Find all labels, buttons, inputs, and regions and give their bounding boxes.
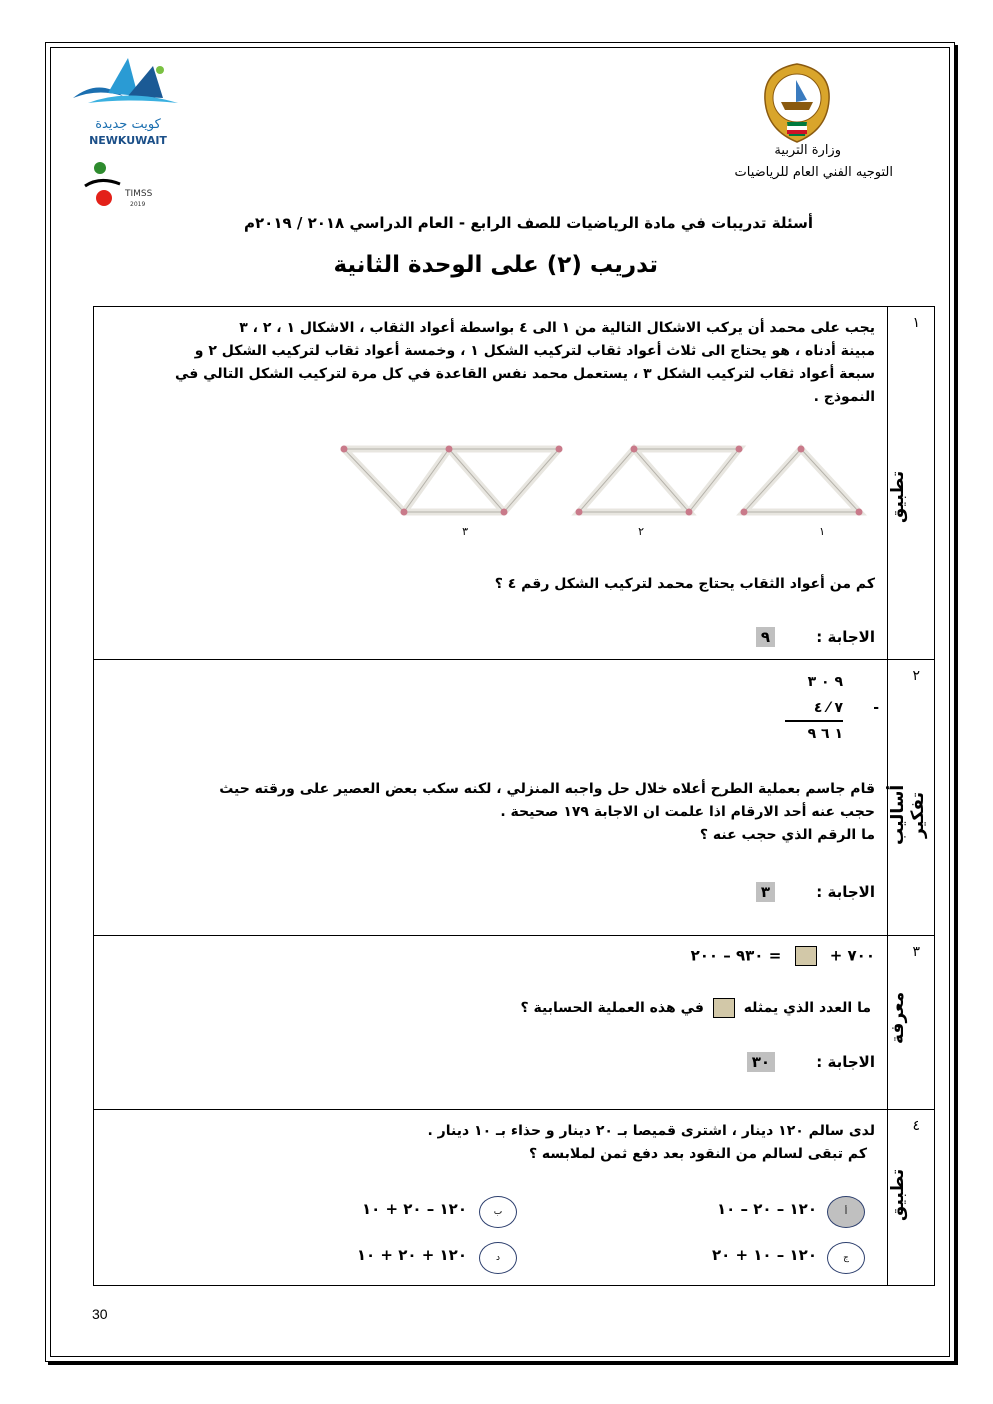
option-c-circle[interactable]: ج bbox=[827, 1242, 865, 1274]
matchstick-figures bbox=[334, 437, 874, 527]
text-line: مبينة أدناه ، هو يحتاج الى ثلاث أعواد ثقاب لتركيب الشكل ١ ، وخمسة أعواد ثقاب لتركيب الشكل ٢ و bbox=[194, 343, 875, 359]
logo-text-ar: كويت جديدة bbox=[95, 117, 161, 132]
equation-right: = ٩٣٠ – ٢٠٠ bbox=[690, 946, 782, 965]
skill-label: تطبيق bbox=[888, 470, 908, 524]
question-text bbox=[175, 317, 875, 409]
question-content bbox=[94, 936, 887, 1109]
question-row-1 bbox=[94, 307, 934, 659]
subtraction-result: ١ ٦ ٩ bbox=[807, 726, 843, 742]
answer-label: الاجابة : bbox=[816, 1053, 875, 1071]
option-a-circle[interactable]: أ bbox=[827, 1196, 865, 1228]
question-number: ٣ bbox=[912, 944, 920, 960]
skill-label: معرفة bbox=[888, 991, 908, 1045]
timss-label: TIMSS bbox=[125, 189, 153, 199]
option-a-text: ١٢٠ – ٢٠ – ١٠ bbox=[717, 1200, 817, 1218]
question-number-cell bbox=[887, 1110, 934, 1285]
question-number-cell bbox=[887, 936, 934, 1109]
question-part-b: في هذه العملية الحسابية ؟ bbox=[520, 1000, 704, 1016]
option-d-text: ١٢٠ + ٢٠ + ١٠ bbox=[356, 1246, 467, 1264]
question-number-cell bbox=[887, 307, 934, 659]
answer-line bbox=[756, 627, 875, 647]
logo-text-en: NEWKUWAIT bbox=[89, 134, 167, 147]
equation-left: ٧٠٠ + bbox=[829, 946, 875, 965]
question-prompt bbox=[521, 998, 871, 1018]
skill-label: أساليب تفكير bbox=[888, 784, 928, 846]
kuwait-emblem bbox=[757, 60, 837, 146]
minus-sign: - bbox=[873, 700, 879, 716]
question-number: ٤ bbox=[912, 1118, 920, 1134]
question-text bbox=[219, 778, 875, 847]
question-part-a: ما العدد الذي يمثله bbox=[743, 1000, 871, 1016]
option-b-text: ١٢٠ – ٢٠ + ١٠ bbox=[361, 1200, 467, 1218]
page-title: أسئلة تدريبات في مادة الرياضيات للصف الرابع - العام الدراسي ٢٠١٨ / ٢٠١٩م bbox=[244, 214, 813, 232]
question-content bbox=[94, 307, 887, 659]
unknown-box bbox=[795, 946, 817, 966]
figure-label-2: ٢ bbox=[638, 525, 644, 538]
question-number: ٢ bbox=[912, 668, 920, 684]
skill-label: تطبيق bbox=[888, 1168, 908, 1222]
new-kuwait-logo bbox=[68, 58, 188, 150]
timss-logo bbox=[80, 158, 160, 218]
text-line: كم تبقى لسالم من النقود بعد دفع ثمن لملابسه ؟ bbox=[528, 1146, 867, 1162]
questions-table bbox=[93, 306, 935, 1286]
option-b-circle[interactable]: ب bbox=[479, 1196, 517, 1228]
question-row-2 bbox=[94, 659, 934, 935]
option-d-circle[interactable]: د bbox=[479, 1242, 517, 1274]
answer-label: الاجابة : bbox=[816, 628, 875, 646]
text-line: حجب عنه أحد الارقام اذا علمت ان الاجابة ١٧٩ صحيحة . bbox=[500, 804, 875, 820]
text-line: لدى سالم ١٢٠ دينار ، اشترى قميصا بـ ٢٠ دينار و حذاء بـ ١٠ دينار . bbox=[427, 1123, 875, 1139]
text-line: قام جاسم بعملية الطرح أعلاه خلال حل واجبه المنزلي ، لكنه سكب بعض العصير على ورقته حيث bbox=[219, 781, 875, 797]
question-row-4 bbox=[94, 1109, 934, 1285]
timss-year: 2019 bbox=[130, 201, 146, 208]
question-content bbox=[94, 1110, 887, 1285]
question-content bbox=[94, 660, 887, 935]
answer-line bbox=[747, 1052, 875, 1072]
unknown-box bbox=[713, 998, 735, 1018]
question-prompt: كم من أعواد الثقاب يحتاج محمد لتركيب الشكل رقم ٤ ؟ bbox=[494, 576, 875, 592]
question-row-3 bbox=[94, 935, 934, 1109]
question-text bbox=[427, 1120, 875, 1166]
answer-label: الاجابة : bbox=[816, 883, 875, 901]
page-subtitle: تدريب (٢) على الوحدة الثانية bbox=[333, 252, 658, 278]
question-number-cell bbox=[887, 660, 934, 935]
page-number: 30 bbox=[92, 1306, 108, 1322]
answer-value: ٣ bbox=[756, 882, 775, 902]
ministry-name: وزارة التربية bbox=[774, 143, 841, 158]
answer-value: ٣٠ bbox=[747, 1052, 775, 1072]
department-name: التوجيه الفني العام للرياضيات bbox=[734, 165, 893, 180]
subtraction-middle: ٧ ⁄ ٤ bbox=[813, 700, 843, 716]
subtraction-top: ٩ ٠ ٣ bbox=[807, 674, 843, 690]
question-number: ١ bbox=[912, 315, 920, 331]
equation bbox=[691, 946, 875, 966]
text-line: النموذج . bbox=[813, 389, 875, 405]
text-line: ما الرقم الذي حجب عنه ؟ bbox=[699, 827, 875, 843]
text-line: يجب على محمد أن يركب الاشكال التالية من ١ الى ٤ بواسطة أعواد الثقاب ، الاشكال ١ ، ٢ ، ٣ bbox=[239, 320, 875, 336]
answer-line bbox=[756, 882, 875, 902]
subtraction-line bbox=[785, 720, 843, 722]
text-line: سبعة أعواد ثقاب لتركيب الشكل ٣ ، يستعمل محمد نفس القاعدة في كل مرة لتركيب الشكل التالي في bbox=[174, 366, 875, 382]
figure-label-3: ٣ bbox=[462, 525, 468, 538]
answer-value: ٩ bbox=[756, 627, 775, 647]
option-c-text: ١٢٠ – ١٠ + ٢٠ bbox=[711, 1246, 817, 1264]
figure-label-1: ١ bbox=[819, 525, 825, 538]
